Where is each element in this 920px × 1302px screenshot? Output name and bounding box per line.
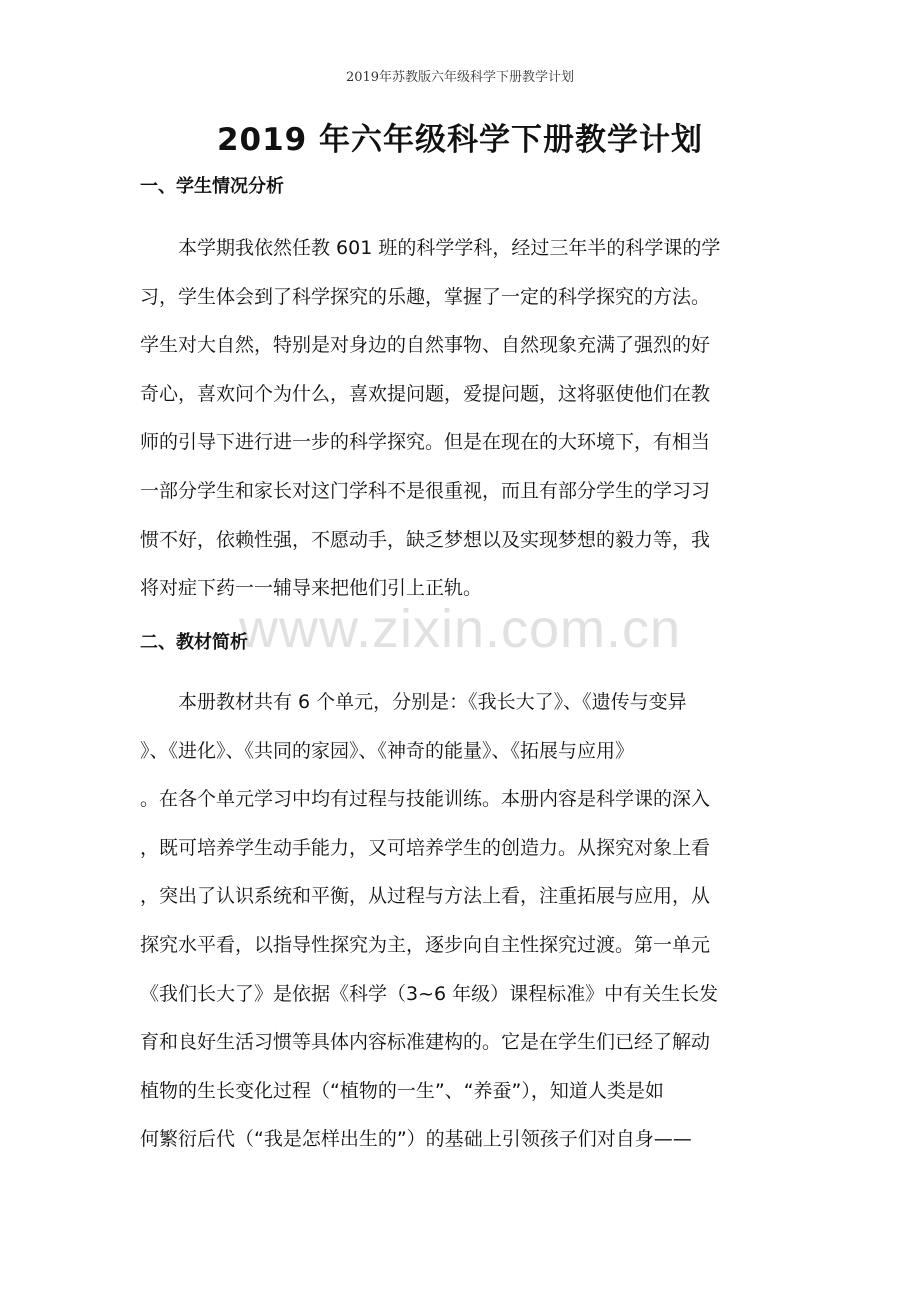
section-heading-textbook-analysis: 二、教材简析 — [140, 632, 248, 653]
paragraph-line: 。在各个单元学习中均有过程与技能训练。本册内容是科学课的深入 — [140, 788, 711, 811]
section-heading-student-analysis: 一、学生情况分析 — [140, 176, 284, 197]
paragraph-line: 》、《进化》、《共同的家园》、《神奇的能量》、《拓展与应用》 — [140, 739, 635, 762]
paragraph-line: 将对症下药一一辅导来把他们引上正轨。 — [140, 577, 483, 600]
paragraph-line: 一部分学生和家长对这门学科不是很重视，而且有部分学生的学习习 — [140, 479, 711, 502]
document-title: 2019 年六年级科学下册教学计划 — [216, 122, 704, 158]
paragraph-line: 学生对大自然，特别是对身边的自然事物、自然现象充满了强烈的好 — [140, 334, 711, 357]
paragraph-line: 探究水平看，以指导性探究为主，逐步向自主性探究过渡。第一单元 — [140, 933, 711, 956]
paragraph-line: ，既可培养学生动手能力，又可培养学生的创造力。从探究对象上看 — [140, 836, 711, 859]
paragraph-line: ，突出了认识系统和平衡，从过程与方法上看，注重拓展与应用，从 — [140, 885, 711, 908]
paragraph-line: 惯不好，依赖性强，不愿动手，缺乏梦想以及实现梦想的毅力等，我 — [140, 528, 711, 551]
paragraph-line: 育和良好生活习惯等具体内容标准建构的。它是在学生们已经了解动 — [140, 1031, 711, 1054]
paragraph-line: 奇心，喜欢问个为什么，喜欢提问题，爱提问题，这将驱使他们在教 — [140, 382, 711, 405]
paragraph-line: 本学期我依然任教 601 班的科学学科，经过三年半的科学课的学 — [178, 237, 721, 259]
paragraph-line: 植物的生长变化过程（“植物的一生”、“养蚕”），知道人类是如 — [140, 1079, 664, 1102]
paragraph-line: 何繁衍后代（“我是怎样出生的”）的基础上引领孩子们对自身—— — [140, 1128, 692, 1151]
paragraph-line: 习，学生体会到了科学探究的乐趣，掌握了一定的科学探究的方法。 — [140, 285, 711, 308]
running-header: 2019年苏教版六年级科学下册教学计划 — [345, 70, 575, 85]
paragraph-line: 师的引导下进行进一步的科学探究。但是在现在的大环境下，有相当 — [140, 431, 711, 454]
paragraph-student-analysis — [140, 224, 782, 613]
watermark: www.zixin.com.cn — [238, 599, 682, 659]
paragraph-textbook-analysis — [140, 678, 782, 1164]
paragraph-line: 《我们长大了》是依据《科学（3~6 年级）课程标准》中有关生长发 — [140, 982, 719, 1005]
paragraph-line: 本册教材共有 6 个单元，分别是：《我长大了》、《遗传与变异 — [178, 691, 687, 713]
